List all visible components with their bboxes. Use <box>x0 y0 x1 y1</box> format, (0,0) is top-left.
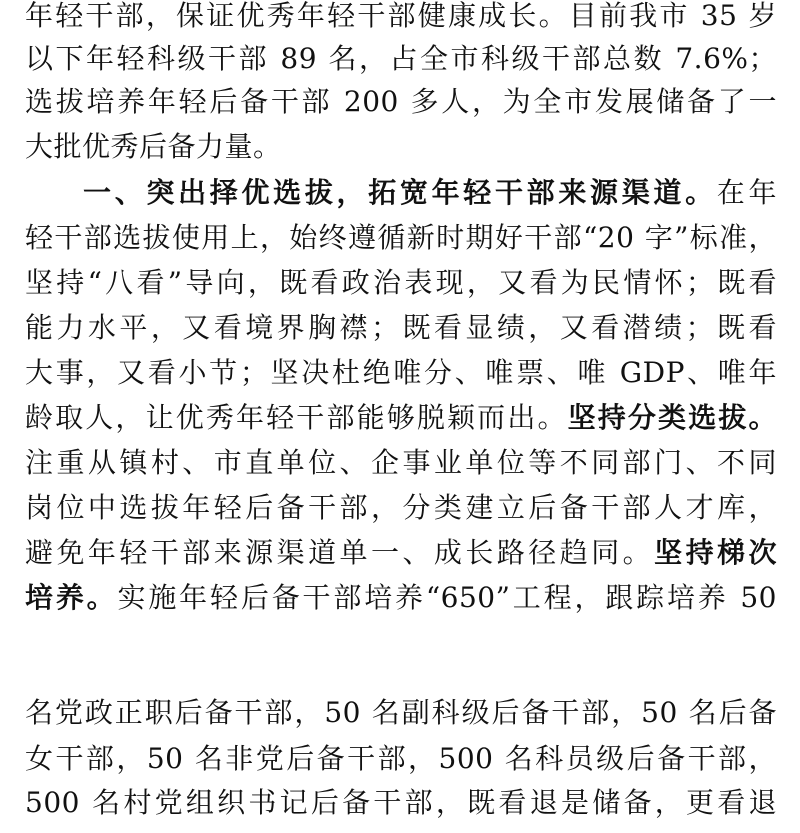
text-run: 大批优秀后备力量。 <box>25 130 282 163</box>
section-heading: 一、突出择优选拔，拓宽年轻干部来源渠道。 <box>83 176 717 209</box>
text-run: 能力水平，又看境界胸襟；既看显绩，又看潜绩；既看 <box>25 311 777 344</box>
text-run: 注重从镇村、市直单位、企事业单位等不同部门、不同 <box>25 446 777 479</box>
text-line-14 <box>25 568 777 628</box>
text-run: 大事，又看小节；坚决杜绝唯分、唯票、唯 GDP、唯年 <box>25 356 777 389</box>
text-run: 女干部，50 名非党后备干部，500 名科员级后备干部， <box>25 742 777 775</box>
text-run: 以下年轻科级干部 89 名，占全市科级干部总数 7.6%； <box>25 42 777 75</box>
text-run: 坚持“八看”导向，既看政治表现，又看为民情怀；既看 <box>25 266 777 299</box>
bold-phrase: 坚持分类选拔。 <box>567 401 777 434</box>
text-run: 名党政正职后备干部，50 名副科级后备干部，50 名后备 <box>25 696 777 729</box>
text-run: 在年 <box>716 176 777 209</box>
text-run: 选拔培养年轻后备干部 200 多人，为全市发展储备了一 <box>25 85 777 118</box>
bold-phrase: 培养。 <box>25 581 118 614</box>
text-run: 500 名村党组织书记后备干部，既看退是储备，更看退 <box>25 786 777 819</box>
text-line-17 <box>25 773 777 833</box>
text-run: 岗位中选拔年轻后备干部，分类建立后备干部人才库， <box>25 491 777 524</box>
text-run: 避免年轻干部来源渠道单一、成长路径趋同。 <box>25 536 655 569</box>
text-run: 龄取人，让优秀年轻干部能够脱颖而出。 <box>25 401 568 434</box>
text-run: 轻干部选拔使用上，始终遵循新时期好干部“20 字”标准， <box>25 221 777 254</box>
text-run: 年轻干部，保证优秀年轻干部健康成长。目前我市 35 岁 <box>25 0 777 32</box>
bold-phrase: 坚持梯次 <box>654 536 777 569</box>
text-run: 实施年轻后备干部培养“650”工程，跟踪培养 50 <box>117 581 777 614</box>
